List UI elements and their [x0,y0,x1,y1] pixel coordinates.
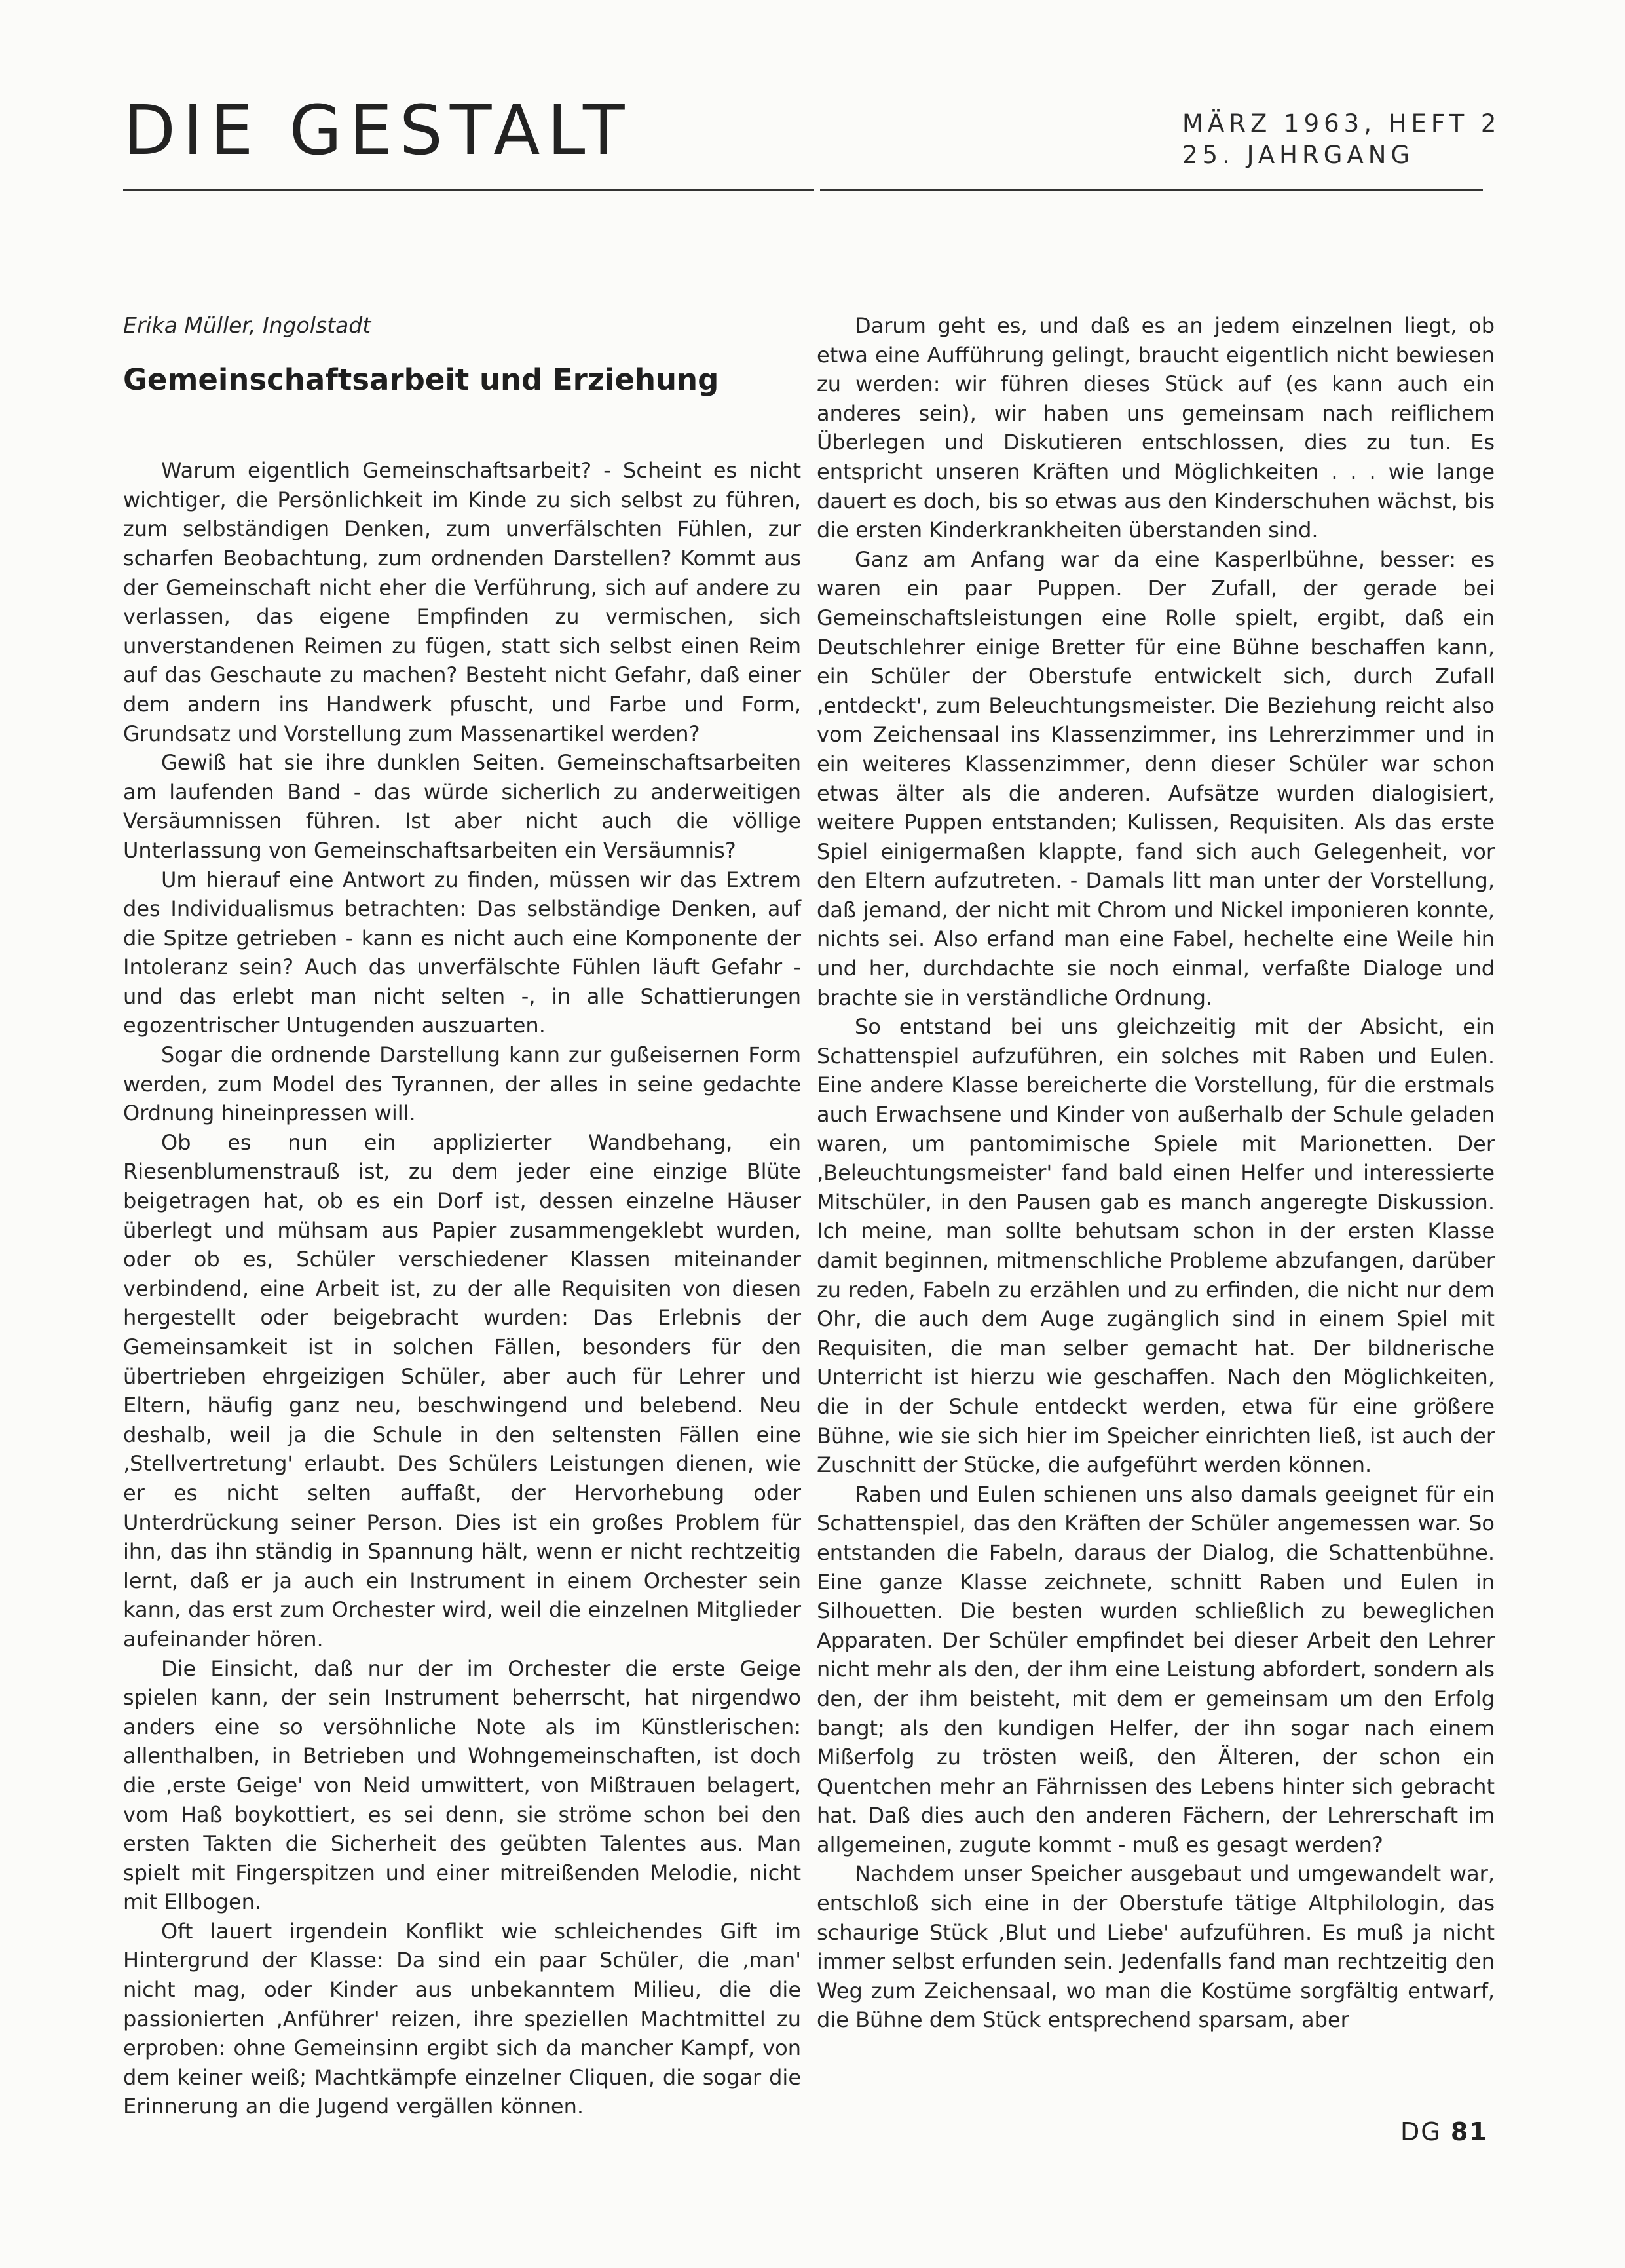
issue-volume: 25. JAHRGANG [1182,141,1415,170]
paragraph: Um hierauf eine Antwort zu finden, müssen wir das Extrem des Individualismus betrachten: Das selbständige Denken, auf die Spitze getrieben - kann es nicht auch eine Komponente der Intoleranz sein? Auch das unverfälschte Fühlen läuft Gefahr - und das erlebt man nicht selten -, in alle Schattierungen egozentrischer Untugenden auszuarten. [123,867,801,1038]
page-number: 81 [1450,2117,1488,2146]
left-column [123,311,801,2121]
page-footer [1400,2117,1488,2146]
paragraph: So entstand bei uns gleichzeitig mit der Absicht, ein Schattenspiel aufzuführen, ein solches mit Raben und Eulen. Eine andere Klasse bereicherte die Vorstellung, für die erstmals auch Erwachsene und Kinder von außerhalb der Schule geladen waren, um pantomimische Spiele mit Marionetten. Der ‚Beleuchtungsmeister' fand bald einen Helfer und interessierte Mitschüler, in den Pausen gab es manch angeregte Diskussion. Ich meine, man sollte behutsam schon in der ersten Klasse damit beginnen, mitmenschliche Probleme abzufangen, darüber zu reden, Fabeln zu erzählen und zu erfinden, die nicht nur dem Ohr, die auch dem Auge zugänglich sind in einem Spiel mit Requisiten, die man selber gemacht hat. Der bildnerische Unterricht ist hierzu wie geschaffen. Nach den Möglichkeiten, die in der Schule entdeckt werden, etwa für eine größere Bühne, wie sie sich hier im Speicher einrichten ließ, ist auch der Zuschnitt der Stücke, die aufgeführt werden können. [817,1014,1495,1478]
paragraph: Ganz am Anfang war da eine Kasperlbühne, besser: es waren ein paar Puppen. Der Zufall, der gerade bei Gemeinschaftsleistungen eine Rolle spielt, ergibt, daß ein Deutschlehrer einige Bretter für eine Bühne beschaffen kann, ein Schüler der Oberstufe entwickelt sich, durch Zufall ‚entdeckt', zum Beleuchtungsmeister. Die Beziehung reicht also vom Zeichensaal ins Klassenzimmer, ins Lehrerzimmer und in ein weiteres Klassenzimmer, denn dieser Schüler war schon etwas älter als die anderen. Aufsätze wurden dialogisiert, weitere Puppen entstanden; Kulissen, Requisiten. Als das erste Spiel einigermaßen klappte, fand sich auch Gelegenheit, vor den Eltern aufzutreten. - Damals litt man unter der Vorstellung, daß jemand, der nicht mit Chrom und Nickel imponieren konnte, nichts sei. Also erfand man eine Fabel, hechelte eine Weile hin und her, durchdachte sie noch einmal, verfaßte Dialoge und brachte sie in verständliche Ordnung. [817,546,1495,1010]
paragraph: Raben und Eulen schienen uns also damals geeignet für ein Schattenspiel, das den Kräften der Schüler angemessen war. So entstanden die Fabeln, daraus der Dialog, die Schattenbühne. Eine ganze Klasse zeichnete, schnitt Raben und Eulen in Silhouetten. Die besten wurden schließlich zu beweglichen Apparaten. Der Schüler empfindet bei dieser Arbeit den Lehrer nicht mehr als den, der ihm eine Leistung abfordert, sondern als den, der ihm beisteht, mit dem er gemeinsam um den Erfolg bangt; als den kundigen Helfer, der ihn sogar nach einem Mißerfolg zu trösten weiß, den Älteren, der schon ein Quentchen mehr an Fährnissen des Lebens hinter sich gebracht hat. Daß dies auch den anderen Fächern, der Lehrerschaft im allgemeinen, zugute kommt - muß es gesagt werden? [817,1481,1495,1857]
paragraph: Nachdem unser Speicher ausgebaut und umgewandelt war, entschloß sich eine in der Oberstufe tätige Altphilologin, das schaurige Stück ‚Blut und Liebe' aufzuführen. Es muß ja nicht immer selbst erfunden sein. Jedenfalls fand man rechtzeitig den Weg zum Zeichensaal, wo man die Kostüme sorgfältig entwarf, die Bühne dem Stück entsprechend sparsam, aber [817,1861,1495,2033]
right-column [817,311,1495,2035]
paragraph: Warum eigentlich Gemeinschaftsarbeit? - Scheint es nicht wichtiger, die Persönlichkeit im Kinde zu sich selbst zu führen, zum selbständigen Denken, zum unverfälschten Fühlen, zur scharfen Beobachtung, zum ordnenden Darstellen? Kommt aus der Gemeinschaft nicht eher die Verführung, sich auf andere zu verlassen, das eigene Empfinden zu vermischen, sich unverstandenen Reimen zu fügen, statt sich selbst einen Reim auf das Geschaute zu machen? Besteht nicht Gefahr, daß einer dem andern ins Handwerk pfuscht, und Farbe und Form, Grundsatz und Vorstellung zum Massenartikel werden? [123,458,801,746]
article-title: Gemeinschaftsarbeit und Erziehung [123,362,719,397]
paragraph: Die Einsicht, daß nur der im Orchester die erste Geige spielen kann, der sein Instrument beherrscht, hat nirgendwo anders eine so versöhnliche Note als im Künstlerischen: allenthalben, in Betrieben und Wohngemeinschaften, ist doch die ‚erste Geige' von Neid umwittert, von Mißtrauen belagert, vom Haß boykottiert, es sei denn, sie ströme schon bei den ersten Takten die Sicherheit des geübten Talentes aus. Man spielt mit Fingerspitzen und einer mitreißenden Melodie, nicht mit Ellbogen. [123,1655,801,1915]
paragraph: Sogar die ordnende Darstellung kann zur gußeisernen Form werden, zum Model des Tyrannen, der alles in seine gedachte Ordnung hineinpressen will. [123,1042,801,1126]
paragraph: Oft lauert irgendein Konflikt wie schleichendes Gift im Hintergrund der Klasse: Da sind ein paar Schüler, die ‚man' nicht mag, oder Kinder aus unbekanntem Milieu, die die passionierten ‚Anführer' reizen, ihre speziellen Machtmittel zu erproben: ohne Gemeinsinn ergibt sich da mancher Kampf, von dem keiner weiß; Machtkämpfe einzelner Cliquen, die sogar die Erinnerung an die Jugend vergällen können. [123,1918,801,2119]
paragraph: Gewiß hat sie ihre dunklen Seiten. Gemeinschaftsarbeiten am laufenden Band - das würde sicherlich zu anderweitigen Versäumnissen führen. Ist aber nicht auch die völlige Unterlassung von Gemeinschaftsarbeiten ein Versäumnis? [123,750,801,863]
paragraph: Ob es nun ein applizierter Wandbehang, ein Riesenblumenstrauß ist, zu dem jeder eine einzige Blüte beigetragen hat, ob es ein Dorf ist, dessen einzelne Häuser überlegt und mühsam aus Papier zusammengeklebt wurden, oder ob es, Schüler verschiedener Klassen miteinander verbindend, eine Arbeit ist, zu der alle Requisiten von diesen hergestellt oder beigebracht wurden: Das Erlebnis der Gemeinsamkeit ist in solchen Fällen, besonders für den übertrieben ehrgeizigen Schüler, aber auch für Lehrer und Eltern, häufig ganz neu, beschwingend und belebend. Neu deshalb, weil ja die Schule in den seltensten Fällen eine ‚Stellvertretung' erlaubt. Des Schülers Leistungen dienen, wie er es nicht selten auffaßt, der Hervorhebung oder Unterdrückung seiner Person. Dies ist ein großes Problem für ihn, das ihn ständig in Spannung hält, wenn er nicht rechtzeitig lernt, daß er ja auch ein Instrument in einem Orchester sein kann, das erst zum Orchester wird, weil die einzelnen Mitglieder aufeinander hören. [123,1129,801,1652]
issue-date: MÄRZ 1963, HEFT 2 [1182,109,1501,138]
header-rule-right [820,189,1483,191]
paragraph: Darum geht es, und daß es an jedem einzelnen liegt, ob etwa eine Aufführung gelingt, braucht eigentlich nicht bewiesen zu werden: wir führen dieses Stück auf (es kann auch ein anderes sein), wir haben uns gemeinsam nach reiflichem Überlegen und Diskutieren entschlossen, dies zu tun. Es entspricht unseren Kräften und Möglichkeiten . . . wie lange dauert es doch, bis so etwas aus den Kinderschuhen wächst, bis die ersten Kinderkrankheiten überstanden sind. [817,313,1495,543]
masthead-title: DIE GESTALT [123,90,632,170]
author-byline: Erika Müller, Ingolstadt [123,312,371,338]
header-rule-left [123,189,814,191]
issue-info [1182,108,1501,171]
journal-abbreviation: DG [1400,2117,1442,2146]
